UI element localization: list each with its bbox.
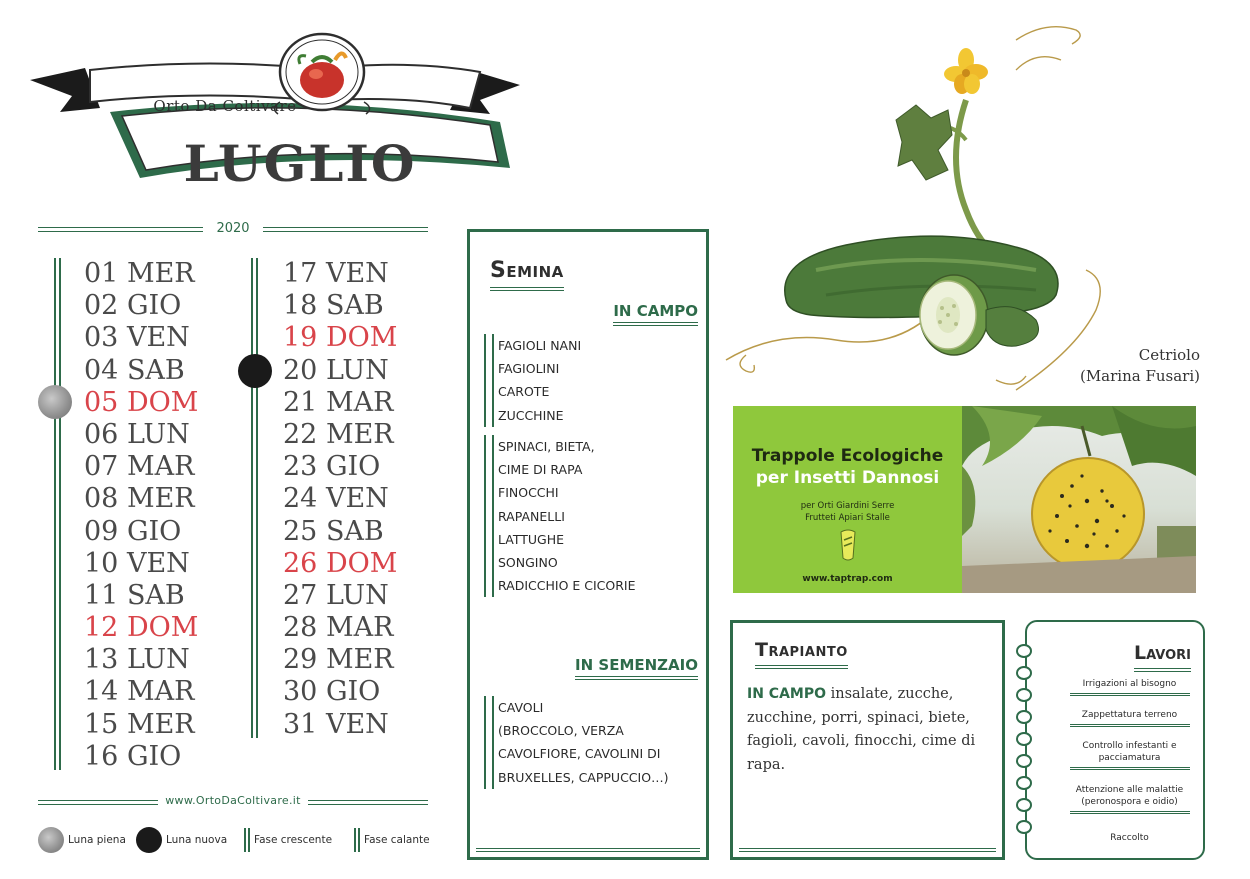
calendar-day-sunday: 12 DOM: [84, 612, 199, 644]
crop-group-3: [484, 696, 668, 789]
website-divider: [38, 794, 428, 812]
binder-ring-icon: [1016, 644, 1032, 658]
calendar-day: 25 SAB: [283, 515, 384, 547]
calendar-day: 21 MAR: [283, 386, 394, 418]
year-divider: [38, 220, 428, 240]
legend-new-moon: [136, 826, 227, 854]
calendar-day: 24 VEN: [283, 483, 389, 515]
calendar-day: 23 GIO: [283, 451, 381, 483]
calendar-day: 31 VEN: [283, 708, 389, 740]
task-item: Irrigazioni al bisogno: [1057, 678, 1202, 696]
waxing-phase-bar: [251, 258, 258, 738]
calendar-day: 27 LUN: [283, 579, 389, 611]
trapianto-panel: [730, 620, 1005, 860]
calendar-day: 10 VEN: [84, 547, 190, 579]
crop-group-2: [484, 435, 636, 597]
crop-item: SONGINO: [498, 554, 558, 570]
legend-label: Fase crescente: [254, 834, 333, 846]
calendar-day: 04 SAB: [84, 354, 185, 386]
in-campo-title: IN CAMPO: [613, 302, 698, 320]
crop-item: CAROTE: [498, 384, 550, 400]
calendar-day: 09 GIO: [84, 515, 182, 547]
caption-title: Cetriolo: [1138, 346, 1200, 364]
legend-waxing: [244, 826, 332, 854]
lavori-panel: [1025, 620, 1205, 860]
crop-item: (BROCCOLO, VERZA: [498, 723, 624, 739]
moon-legend: [38, 826, 438, 856]
crop-item: FINOCCHI: [498, 485, 559, 501]
advert-subtitle: per Orti Giardini Serre Frutteti Apiari Stalle: [800, 501, 895, 523]
calendar-day: 20 LUN: [283, 354, 389, 386]
crop-item: FAGIOLI NANI: [498, 338, 582, 353]
calendar-day: 06 LUN: [84, 418, 190, 450]
binder-ring-icon: [1016, 688, 1032, 702]
binder-ring-icon: [1016, 820, 1032, 834]
binder-ring-icon: [1016, 732, 1032, 746]
new-moon-icon: [238, 354, 272, 388]
crop-item: CAVOLFIORE, CAVOLINI DI: [498, 746, 661, 762]
advert-headline-1: Trappole Ecologiche: [751, 446, 944, 466]
task-item: Controllo infestanti e pacciamatura: [1057, 740, 1202, 770]
calendar-day-sunday: 05 DOM: [84, 386, 199, 418]
calendar-day: 16 GIO: [84, 740, 182, 772]
task-item: Raccolto: [1110, 833, 1149, 843]
calendar-day: 14 MAR: [84, 676, 195, 708]
calendar-day: 29 MER: [283, 644, 394, 676]
trapianto-text: [747, 683, 997, 777]
crop-group-1: [484, 334, 581, 427]
calendar-day: 30 GIO: [283, 676, 381, 708]
taptrap-advert[interactable]: [733, 406, 1196, 593]
trapianto-in-campo-label: IN CAMPO: [747, 686, 827, 702]
phase-bar-icon: [244, 828, 250, 852]
month-title: LUGLIO: [183, 134, 417, 193]
calendar-day: 22 MER: [283, 418, 394, 450]
calendar-day: 02 GIO: [84, 290, 182, 322]
trap-logo-icon: [837, 528, 859, 564]
crop-item: CAVOLI: [498, 700, 544, 715]
crop-item: BRUXELLES, CAPPUCCIO…): [498, 769, 669, 785]
binder-ring-icon: [1016, 798, 1032, 812]
advert-headline-2: per Insetti Dannosi: [755, 468, 940, 488]
advert-photo: [962, 406, 1196, 593]
binder-ring-icon: [1016, 666, 1032, 680]
cucumber-illustration: [716, 10, 1106, 395]
calendar-day: 01 MER: [84, 258, 195, 289]
legend-label: Luna nuova: [166, 834, 228, 846]
binder-ring-icon: [1016, 710, 1032, 724]
crop-item: SPINACI, BIETA,: [498, 439, 595, 454]
advert-text-panel[interactable]: [733, 406, 962, 593]
crop-item: CIME DI RAPA: [498, 462, 583, 478]
advert-url[interactable]: www.taptrap.com: [802, 574, 893, 584]
caption-author: (Marina Fusari): [1079, 367, 1200, 385]
calendar-day-sunday: 19 DOM: [283, 322, 398, 354]
full-moon-icon: [38, 385, 72, 419]
in-semenzaio-title: IN SEMENZAIO: [575, 656, 698, 674]
phase-bar-icon: [354, 828, 360, 852]
legend-waning: [354, 826, 430, 854]
year-label: 2020: [216, 221, 250, 236]
calendar-day: 17 VEN: [283, 258, 389, 289]
trapianto-title: Trapianto: [755, 639, 848, 661]
header-banner: [30, 30, 520, 193]
days-column-2: [283, 258, 397, 741]
illustration-caption: [1060, 345, 1200, 387]
legend-label: Luna piena: [68, 834, 126, 846]
waning-phase-bar: [54, 258, 61, 770]
calendar-day: 13 LUN: [84, 644, 190, 676]
calendar-day: 07 MAR: [84, 451, 195, 483]
full-moon-icon: [38, 827, 64, 853]
calendar-day: 15 MER: [84, 708, 195, 740]
trapianto-crops: insalate, zucche, zucchine, porri, spinaci, biete, fagioli, cavoli, finocchi, cime di rapa.: [747, 686, 976, 773]
calendar-day-sunday: 26 DOM: [283, 547, 398, 579]
task-item: Attenzione alle malattie (peronospora e oidio): [1057, 784, 1202, 814]
binder-ring-icon: [1016, 776, 1032, 790]
task-item: Zappettatura terreno: [1057, 709, 1202, 727]
calendar-day: 28 MAR: [283, 612, 394, 644]
crop-item: RADICCHIO E CICORIE: [498, 578, 636, 594]
calendar-day: 11 SAB: [84, 579, 185, 611]
calendar-day: 03 VEN: [84, 322, 190, 354]
crop-item: ZUCCHINE: [498, 407, 564, 423]
binder-ring-icon: [1016, 754, 1032, 768]
lavori-title: Lavori: [1134, 642, 1191, 664]
calendar-day: 18 SAB: [283, 290, 384, 322]
semina-title: Semina: [490, 258, 564, 283]
legend-full-moon: [38, 826, 126, 854]
legend-label: Fase calante: [364, 834, 430, 846]
website-link[interactable]: www.OrtoDaColtivare.it: [165, 794, 301, 807]
calendar-day: 08 MER: [84, 483, 195, 515]
crop-item: RAPANELLI: [498, 508, 565, 524]
days-column-1: [84, 258, 198, 773]
brand-name: Orto Da Coltivare: [153, 97, 297, 115]
semina-panel: [467, 229, 709, 860]
crop-item: LATTUGHE: [498, 531, 565, 547]
new-moon-icon: [136, 827, 162, 853]
crop-item: FAGIOLINI: [498, 361, 560, 377]
